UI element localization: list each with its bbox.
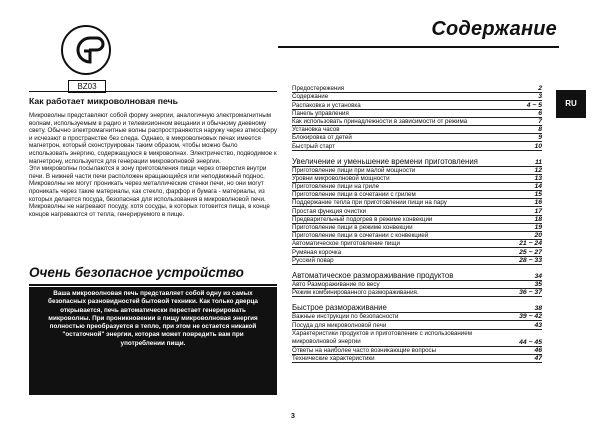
toc-entry[interactable] xyxy=(292,313,542,321)
toc-entry-page: 15 xyxy=(534,191,542,199)
toc-entry-page: 2 xyxy=(538,85,542,93)
toc-entry[interactable] xyxy=(292,191,542,199)
toc-entry[interactable] xyxy=(292,289,542,297)
toc-entry[interactable] xyxy=(292,321,542,329)
toc-entry-page: 9 xyxy=(538,134,542,142)
toc-entry-page: 4 ~ 5 xyxy=(526,101,542,109)
language-tab: RU xyxy=(556,90,586,118)
intro-paragraph: Микроволны представляют собой форму энергии, аналогичную электромагнитным волнам, используемым в радио и телевизионном вещании и обычному дневному свету. Обычно электромагнитные волны распространяются наружу через атмосферу и исчезают в пространстве без следа. Однако, в микроволновых печах имеется магнетрон, который сконструирован таким образом, чтобы можно было использовать энергию, содержащуюся в микроволнах. Электричество, подводимое к магнетрону, используется для генерации микроволновой энергии. xyxy=(29,112,277,165)
toc-entry-title: Быстрый старт xyxy=(292,142,335,150)
toc-entry[interactable] xyxy=(292,207,542,215)
toc-entry[interactable] xyxy=(292,347,542,355)
safety-rule xyxy=(29,284,277,286)
toc-entry[interactable] xyxy=(292,265,542,281)
toc-entry[interactable] xyxy=(292,142,542,150)
toc-entry[interactable] xyxy=(292,216,542,224)
toc-entry-title: Увеличение и уменьшение времени приготовления xyxy=(292,157,478,166)
toc-entry-title: Как использовать принадлежности в зависимости от режима xyxy=(292,117,468,125)
intro-section xyxy=(29,96,277,218)
toc-entry-title: Посуда для микроволновой печи xyxy=(292,321,387,329)
toc-entry[interactable] xyxy=(292,257,542,265)
toc-entry-page: 6 xyxy=(538,109,542,117)
safety-box-text: Ваша микроволновая печь представляет собой одну из самых безопасных разновидностей бытовой техники. Как только дверца открывается, печь автоматически перестает генерировать микроволны. При проникновении в пищу микроволновая энергия полностью преобразуется в тепло, при этом не остается никакой "остаточной" энергии, которая может повредить вам при употреблении пищи. xyxy=(48,290,258,347)
toc-entry-title: Предостережения xyxy=(292,85,345,93)
toc-entry-title: Приготовление пищи в сочетании с грилем xyxy=(292,191,416,199)
intro-heading: Как работает микроволновая печь xyxy=(29,96,178,106)
toc-entry-title: Уровни микроволновой мощности xyxy=(292,174,390,182)
intro-paragraph: Микроволны не нагревают посуду, хотя сосуды, в которых готовится пища, в конце концов нагреваются от тепла, генерируемого в пище. xyxy=(29,203,270,218)
toc-entry-title: Авто Размораживание по весу xyxy=(292,280,380,288)
toc-entry-page: 20 xyxy=(534,232,542,240)
toc-entry-title: Приготовление пищи в сочетании с конвекцией xyxy=(292,232,429,240)
toc-entry-title: Панель управления xyxy=(292,109,349,117)
toc-entry[interactable] xyxy=(292,240,542,248)
toc-entry-page: 46 xyxy=(534,346,542,354)
toc-entry-page: 35 xyxy=(534,280,542,288)
toc-entry-title: Простая функция очистки xyxy=(292,207,367,215)
toc-entry[interactable] xyxy=(292,110,542,118)
toc-entry[interactable] xyxy=(292,297,542,313)
toc-entry-page: 39 ~ 42 xyxy=(519,313,542,321)
toc-entry-page: 47 xyxy=(534,354,542,362)
toc-entry-title: Установка часов xyxy=(292,126,340,134)
toc-entry[interactable] xyxy=(292,281,542,289)
title-rule xyxy=(278,46,559,48)
toc-entry-title: Быстрое размораживание xyxy=(292,304,387,313)
toc-entry-title: Характеристики продуктов и приготовление с использованием микроволновой энергии xyxy=(292,329,472,345)
toc-entry-page: 36 ~ 37 xyxy=(519,289,542,297)
toc-entry-title: Содержание xyxy=(292,93,329,101)
toc-entry-page: 28 ~ 33 xyxy=(519,256,542,264)
toc-entry-title: Русский повар xyxy=(292,256,334,264)
toc-entry-title: Режим комбинированного размораживания. xyxy=(292,289,419,297)
toc-entry-page: 3 xyxy=(538,93,542,101)
toc-entry-title: Румяная корочка xyxy=(292,248,342,256)
toc-entry-page: 19 xyxy=(534,224,542,231)
toc-entry-title: Распаковка и установка xyxy=(292,101,361,109)
toc-entry[interactable] xyxy=(292,167,542,175)
toc-entry-page: 8 xyxy=(538,126,542,134)
toc-entry-title: Технические характеристики xyxy=(292,354,375,362)
toc-entry-page: 10 xyxy=(534,142,542,150)
certification-logo xyxy=(60,24,112,76)
toc-entry-title: Приготовление пищи при малой мощности xyxy=(292,166,416,174)
toc-entry-title: Приготовление пищи в режиме конвекции xyxy=(292,224,413,231)
toc-entry[interactable] xyxy=(292,101,542,109)
toc-entry-page: 18 xyxy=(534,215,542,223)
toc-entry-title: Предварительный подогрев в режиме конвекции xyxy=(292,215,433,223)
safety-box xyxy=(29,287,277,395)
toc-entry[interactable] xyxy=(292,248,542,256)
toc-entry[interactable] xyxy=(292,199,542,207)
toc-entry-title: Блокировка от детей xyxy=(292,134,352,142)
toc-entry[interactable] xyxy=(292,183,542,191)
toc-entry-page: 21 ~ 24 xyxy=(519,240,542,248)
table-of-contents xyxy=(292,85,542,363)
toc-entry-title: Важные инструкции по безопасности xyxy=(292,313,399,321)
toc-entry-page: 12 xyxy=(534,166,542,174)
toc-entry-page: 44 ~ 45 xyxy=(519,338,542,346)
toc-entry[interactable] xyxy=(292,224,542,232)
toc-entry[interactable] xyxy=(292,126,542,134)
toc-entry-page: 38 xyxy=(534,305,542,313)
logo-code: BZ03 xyxy=(68,80,106,93)
toc-entry-title: Ответы на наиболее часто возникающие вопросы xyxy=(292,346,437,354)
toc-entry-page: 7 xyxy=(538,117,542,125)
toc-entry-page: 43 xyxy=(534,321,542,329)
toc-entry-page: 25 ~ 27 xyxy=(519,248,542,256)
toc-entry-page: 34 xyxy=(534,272,542,280)
intro-paragraph: Эти микроволны посылаются в зону приготовления пищи через отверстия внутри печи. В нижней части печи расположен вращающийся или неподвижный поднос. Микроволны не могут проникать через металлические стенки печи, но они могут проникать через такие материалы, как стекло, фарфор и бумага - материалы, из которых делается посуда, безопасная для использования в микроволновой печи. xyxy=(29,165,267,203)
toc-entry-page: 14 xyxy=(534,183,542,191)
toc-entry-page: 11 xyxy=(534,158,542,166)
toc-entry[interactable] xyxy=(292,118,542,126)
section-divider xyxy=(29,91,277,92)
toc-entry-title: Приготовление пищи на гриле xyxy=(292,183,380,191)
toc-entry[interactable] xyxy=(292,134,542,142)
page-number: 3 xyxy=(291,413,295,420)
toc-entry[interactable] xyxy=(292,330,542,347)
toc-entry[interactable] xyxy=(292,175,542,183)
toc-entry-title: Поддержание тепла при приготовлении пищи на пару xyxy=(292,199,447,207)
toc-entry[interactable] xyxy=(292,93,542,101)
toc-entry-page: 17 xyxy=(534,207,542,215)
toc-entry-page: 16 xyxy=(534,199,542,207)
toc-entry[interactable] xyxy=(292,151,542,167)
toc-entry[interactable] xyxy=(292,85,542,93)
toc-entry-title: Автоматическое приготовление пищи xyxy=(292,240,400,248)
safety-heading: Очень безопасное устройство xyxy=(29,265,244,280)
page-title: Содержание xyxy=(431,18,557,40)
toc-entry-title: Автоматическое размораживание продуктов xyxy=(292,271,454,280)
toc-entry[interactable] xyxy=(292,355,542,363)
toc-entry-page: 13 xyxy=(534,174,542,182)
toc-entry[interactable] xyxy=(292,232,542,240)
